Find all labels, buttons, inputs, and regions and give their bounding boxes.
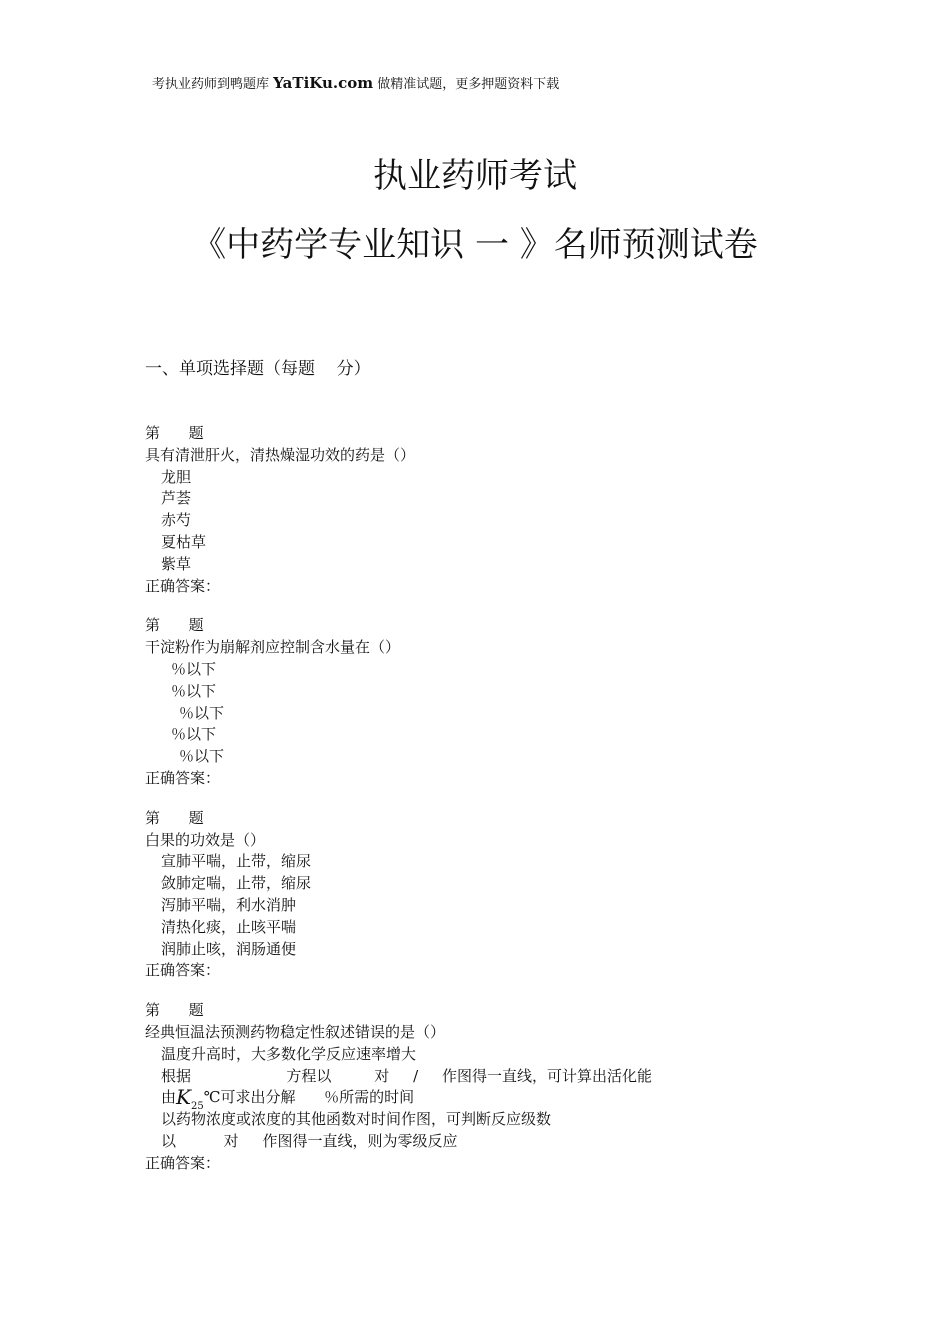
option-d: 以药物浓度或浓度的其他函数对时间作图，可判断反应级数 [161,1110,552,1129]
option-b: 根据 方程以 对 / 作图得一直线，可计算出活化能 [161,1066,653,1085]
option-e: ％以下 [179,747,225,766]
option-c: 赤芍 [161,511,192,530]
option-a: 宣肺平喘，止带，缩尿 [161,852,312,871]
question-number: 第 题 [145,808,204,827]
paper-title: 《中药学专业知识 一 》名师预测试卷 [192,225,758,265]
answer-label: 正确答案： [145,1153,221,1172]
option-c [145,1085,845,1113]
question-list [145,423,845,1193]
option-a: 龙胆 [161,467,192,486]
option-b: ％以下 [171,681,217,700]
k-subscript: 25 [190,1101,204,1113]
option-a: ％以下 [171,659,217,678]
section-heading: 一、单项选择题（每题 分） [145,359,371,379]
answer-label: 正确答案： [145,576,221,595]
k-letter: K [176,1085,191,1110]
question-stem: 干淀粉作为崩解剂应控制含水量在（） [145,638,401,657]
question-3 [145,808,845,982]
question-1 [145,423,845,597]
option-d: 清热化痰，止咳平喘 [161,917,297,936]
header-note [152,73,559,92]
option-c: 泻肺平喘，利水消肿 [161,895,297,914]
option-c: ％以下 [179,703,225,722]
option-c-tail: ℃可求出分解 ％所需的时间 [203,1088,415,1107]
header-note-post: 做精准试题，更多押题资料下载 [373,77,560,92]
header-note-pre: 考执业药师到鸭题库 [152,77,274,92]
option-b: 敛肺定喘，止带，缩尿 [161,874,312,893]
header-brand: YaTiKu.com [273,74,374,92]
option-c-prefix: 由 [161,1088,177,1107]
option-d: 夏枯草 [161,532,207,551]
option-e: 以 对 作图得一直线，则为零级反应 [161,1131,458,1150]
question-number: 第 题 [145,1001,204,1020]
option-e: 紫草 [161,554,192,573]
option-d: ％以下 [171,725,217,744]
k25-symbol [176,1085,204,1113]
question-number: 第 题 [145,616,204,635]
option-e: 润肺止咳，润肠通便 [161,939,297,958]
question-number: 第 题 [145,424,204,442]
question-2 [145,615,845,789]
question-stem: 具有清泄肝火，清热燥湿功效的药是（） [145,445,416,464]
exam-title: 执业药师考试 [373,156,577,196]
question-stem: 白果的功效是（） [145,830,266,849]
question-4 [145,1000,845,1174]
answer-label: 正确答案： [145,961,221,980]
option-b: 芦荟 [161,489,192,508]
option-a: 温度升高时，大多数化学反应速率增大 [161,1044,417,1063]
question-stem: 经典恒温法预测药物稳定性叙述错误的是（） [145,1022,446,1041]
answer-label: 正确答案： [145,768,221,787]
